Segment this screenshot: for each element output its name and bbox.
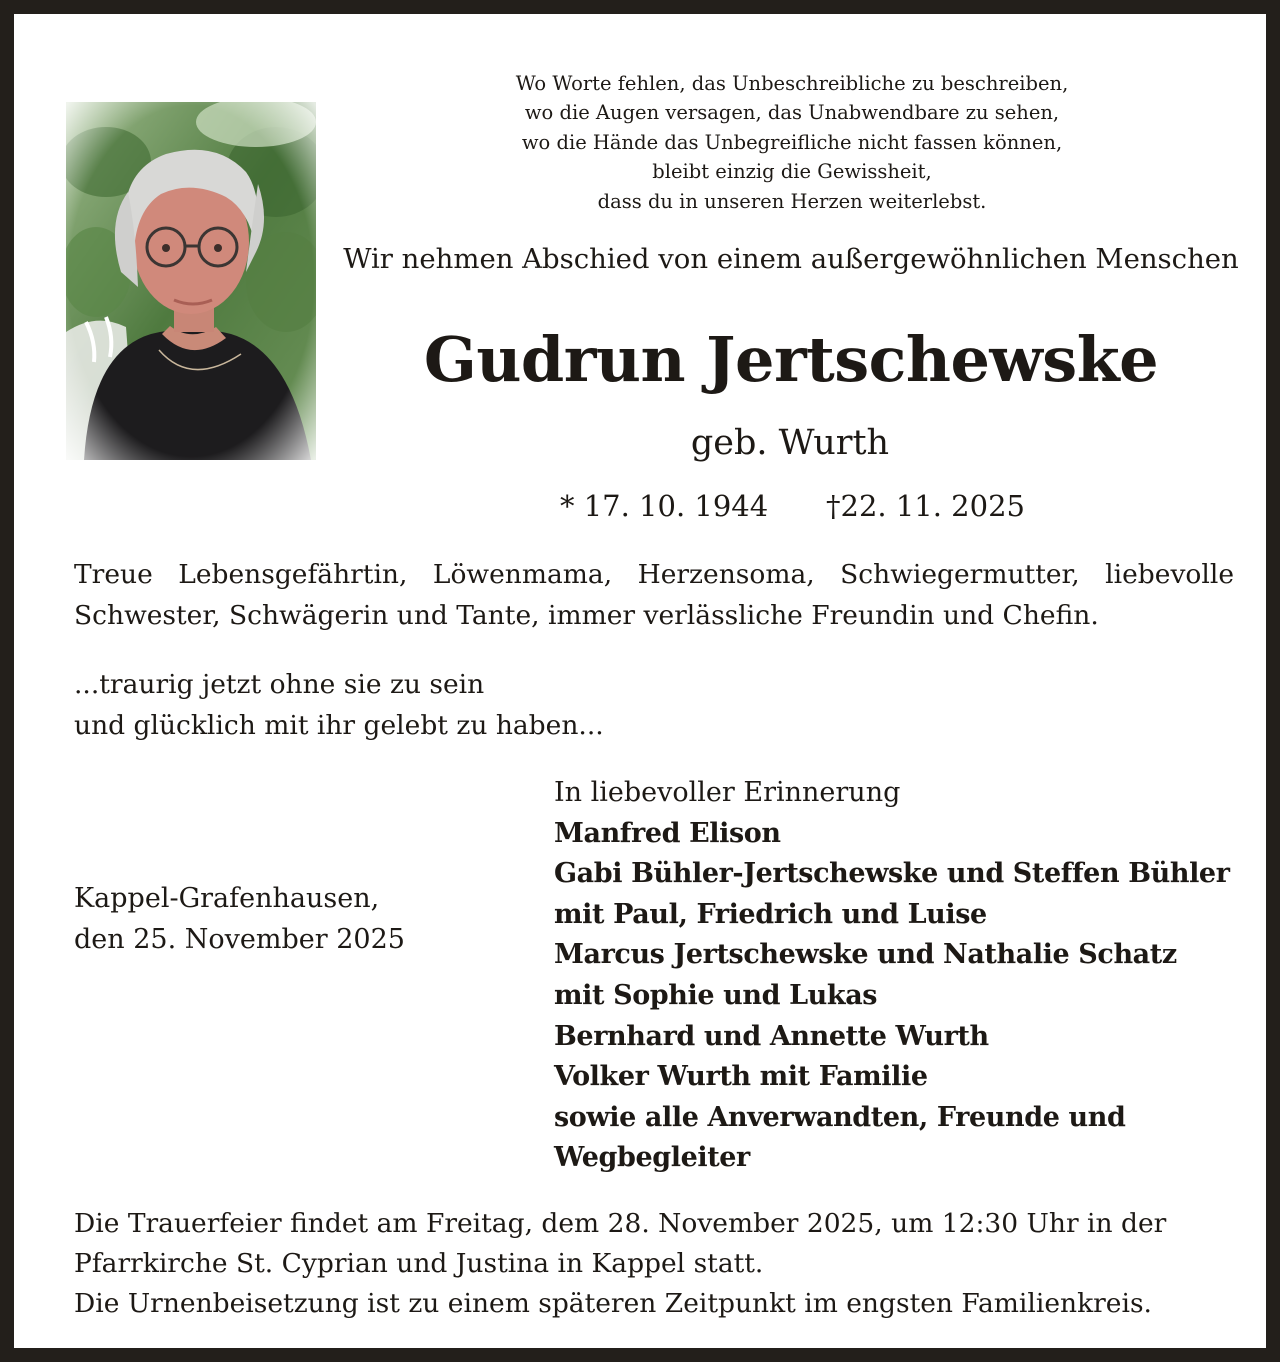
portrait-photo bbox=[66, 102, 316, 460]
birth-date: * 17. 10. 1944 bbox=[560, 489, 769, 523]
service-line: Die Urnenbeisetzung ist zu einem späteren Zeitpunkt im engsten Familienkreis. bbox=[74, 1288, 1152, 1319]
mourner-line: Gabi Bühler-Jertschewske und Steffen Bühler bbox=[554, 858, 1230, 890]
place-and-date bbox=[74, 878, 405, 960]
date-line: den 25. November 2025 bbox=[74, 924, 405, 955]
tribute-line: Schwester, Schwägerin und Tante, immer verlässliche Freundin und Chefin. bbox=[74, 600, 1099, 631]
poem bbox=[454, 69, 1130, 216]
quote-line: und glücklich mit ihr gelebt zu haben... bbox=[74, 710, 604, 741]
poem-line: dass du in unseren Herzen weiterlebst. bbox=[597, 189, 987, 213]
poem-line: bleibt einzig die Gewissheit, bbox=[652, 160, 932, 184]
tribute-line: Treue Lebensgefährtin, Löwenmama, Herzensoma, Schwiegermutter, liebevolle bbox=[74, 559, 1234, 590]
mourner-line: mit Paul, Friedrich und Luise bbox=[554, 898, 987, 930]
poem-line: wo die Hände das Unbegreifliche nicht fassen können, bbox=[521, 130, 1063, 154]
birth-name: geb. Wurth bbox=[690, 423, 890, 463]
mourner-line: Wegbegleiter bbox=[554, 1142, 750, 1174]
service-line: Die Trauerfeier findet am Freitag, dem 28. November 2025, um 12:30 Uhr in der bbox=[74, 1208, 1167, 1239]
death-date: †22. 11. 2025 bbox=[826, 489, 1025, 523]
farewell-intro: Wir nehmen Abschied von einem außergewöhnlichen Menschen bbox=[343, 243, 1239, 275]
service-info bbox=[74, 1204, 1234, 1324]
mourners-heading: In liebevoller Erinnerung bbox=[554, 777, 901, 808]
portrait-image bbox=[66, 102, 316, 460]
poem-line: Wo Worte fehlen, das Unbeschreibliche zu beschreiben, bbox=[515, 72, 1069, 95]
mourner-line: Manfred Elison bbox=[554, 817, 781, 849]
mourner-line: mit Sophie und Lukas bbox=[554, 979, 878, 1011]
mourner-line: Marcus Jertschewske und Nathalie Schatz bbox=[554, 939, 1177, 971]
quote-line: ...traurig jetzt ohne sie zu sein bbox=[74, 669, 485, 700]
mourners-block bbox=[554, 773, 1230, 1179]
mourner-line: Volker Wurth mit Familie bbox=[554, 1061, 928, 1093]
poem-line: wo die Augen versagen, das Unabwendbare zu sehen, bbox=[524, 101, 1060, 125]
deceased-name: Gudrun Jertschewske bbox=[423, 323, 1159, 396]
service-line: Pfarrkirche St. Cyprian und Justina in Kappel statt. bbox=[74, 1248, 764, 1279]
quote bbox=[74, 664, 604, 746]
mourner-line: sowie alle Anverwandten, Freunde und bbox=[554, 1101, 1126, 1133]
mourner-line: Bernhard und Annette Wurth bbox=[554, 1020, 989, 1052]
place-line: Kappel-Grafenhausen, bbox=[74, 883, 380, 914]
tribute-text bbox=[74, 554, 1234, 636]
